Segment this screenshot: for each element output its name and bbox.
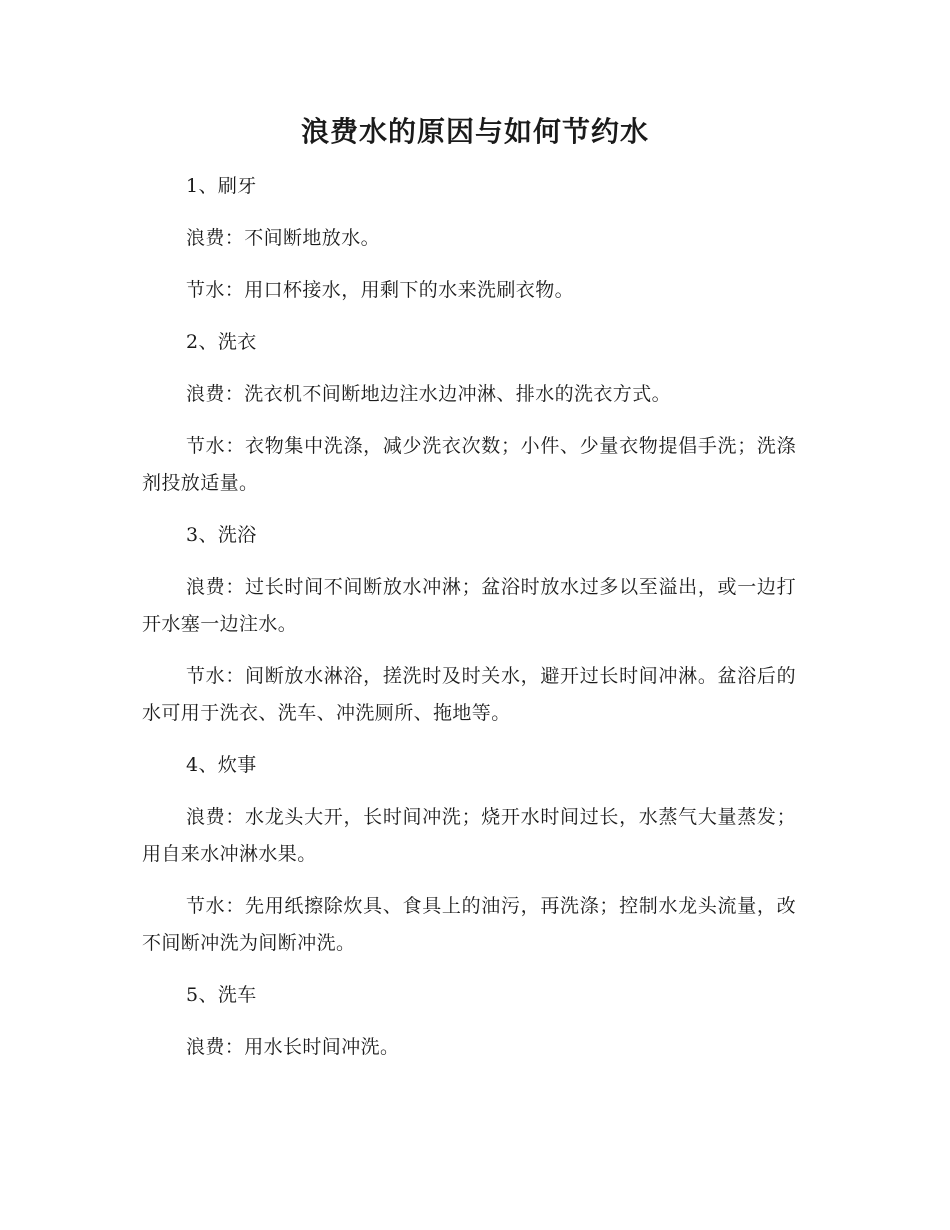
section-heading-laundry: 2、洗衣 bbox=[186, 331, 257, 353]
section-heading-car-wash: 5、洗车 bbox=[186, 984, 257, 1006]
waste-paragraph: 浪费：用水长时间冲洗。 bbox=[186, 1036, 400, 1058]
document-body bbox=[142, 168, 796, 1066]
waste-paragraph: 浪费：过长时间不间断放水冲淋；盆浴时放水过多以至溢出，或一边打开水塞一边注水。 bbox=[142, 576, 796, 635]
waste-paragraph: 浪费：不间断地放水。 bbox=[186, 227, 381, 249]
save-paragraph: 节水：先用纸擦除炊具、食具上的油污，再洗涤；控制水龙头流量，改不间断冲洗为间断冲洗。 bbox=[142, 895, 796, 954]
waste-paragraph: 浪费：水龙头大开，长时间冲洗；烧开水时间过长，水蒸气大量蒸发；用自来水冲淋水果。 bbox=[142, 806, 796, 865]
waste-paragraph: 浪费：洗衣机不间断地边注水边冲淋、排水的洗衣方式。 bbox=[186, 383, 672, 405]
save-paragraph: 节水：间断放水淋浴，搓洗时及时关水，避开过长时间冲淋。盆浴后的水可用于洗衣、洗车、冲洗厕所、拖地等。 bbox=[142, 665, 796, 724]
save-paragraph: 节水：衣物集中洗涤，减少洗衣次数；小件、少量衣物提倡手洗；洗涤剂投放适量。 bbox=[142, 435, 796, 494]
section-heading-cooking: 4、炊事 bbox=[186, 754, 257, 776]
page-title: 浪费水的原因与如何节约水 bbox=[300, 115, 649, 148]
section-heading-bathing: 3、洗浴 bbox=[186, 524, 257, 546]
save-paragraph: 节水：用口杯接水，用剩下的水来洗刷衣物。 bbox=[186, 279, 575, 301]
section-heading-brushing: 1、刷牙 bbox=[186, 175, 257, 197]
